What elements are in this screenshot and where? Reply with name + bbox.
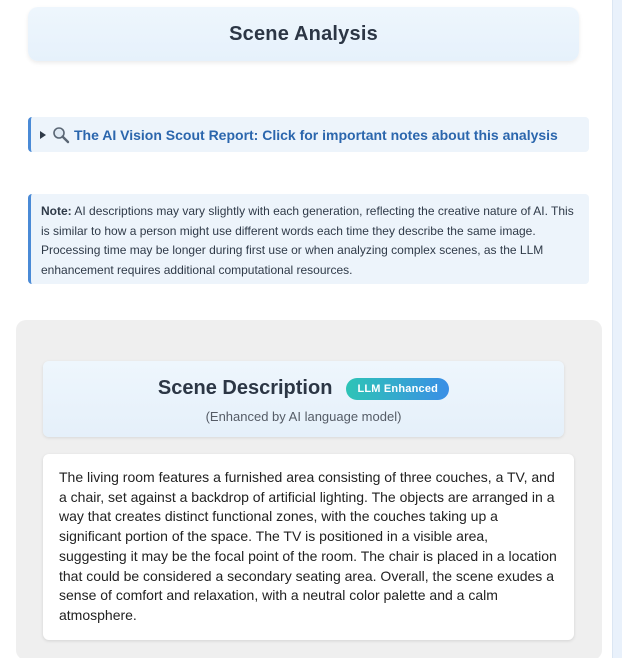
page-title: Scene Analysis: [229, 22, 378, 45]
scene-description-header: [43, 361, 564, 437]
scene-analysis-header: [28, 7, 579, 61]
scene-description-title-row: [43, 377, 564, 400]
magnifier-icon: [52, 126, 70, 144]
scene-description-title: Scene Description: [157, 377, 333, 399]
ai-report-details-toggle[interactable]: [28, 117, 589, 152]
note-box: [28, 194, 589, 284]
scene-description-subtitle: (Enhanced by AI language model): [205, 409, 402, 424]
details-summary-text: The AI Vision Scout Report: Click for important notes about this analysis: [74, 126, 558, 143]
note-label: Note:: [41, 204, 72, 218]
scrollbar-edge[interactable]: [612, 0, 622, 658]
note-text: AI descriptions may vary slightly with each generation, reflecting the creative nature of AI. This is similar to how a person might use different words each time they describe the same image. Processing time may be longer during first use or when analyzing complex scenes, as the LLM enhancement requires additional computational resources.: [41, 204, 574, 277]
scene-description-text: The living room features a furnished area consisting of three couches, a TV, and a chair, set against a backdrop of artificial lighting. The objects are arranged in a way that creates distinct functional zones, with the couches taking up a significant portion of the space. The TV is positioned in a visible area, suggesting it may be the focal point of the room. The chair is placed in a location that could be considered a secondary seating area. Overall, the scene exudes a sense of comfort and relaxation, with a neutral color palette and a calm atmosphere.: [43, 454, 574, 640]
llm-enhanced-badge: LLM Enhanced: [346, 378, 449, 400]
scene-description-panel: [16, 320, 602, 658]
expand-triangle-icon: [40, 131, 46, 139]
